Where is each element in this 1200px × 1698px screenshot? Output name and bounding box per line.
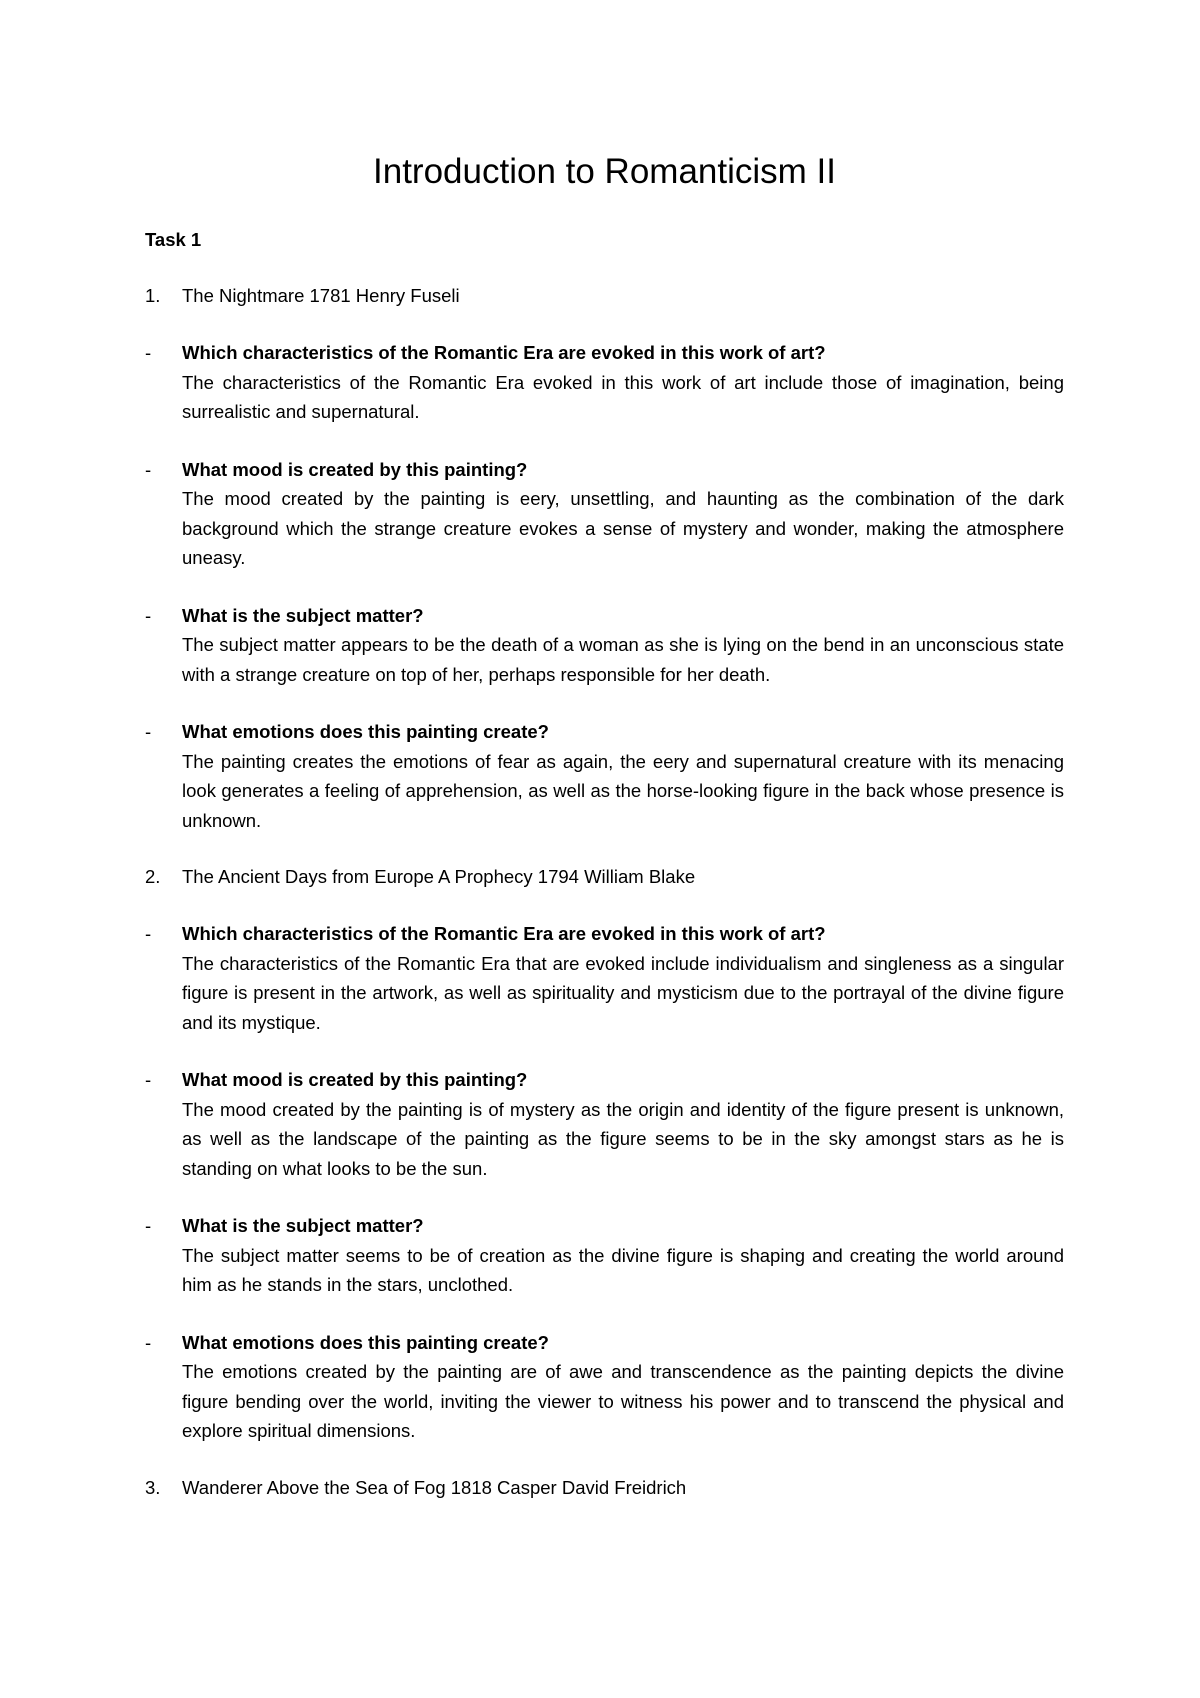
qa-item — [145, 1211, 1064, 1300]
answer-text: The characteristics of the Romantic Era that are evoked include individualism and singleness as a singular figure is present in the artwork, as well as spirituality and mysticism due to the portrayal of the divine figure and its mystique. — [182, 952, 1064, 1033]
answer-text: The subject matter seems to be of creation as the divine figure is shaping and creating the world around him as he stands in the stars, unclothed. — [182, 1244, 1064, 1295]
task-heading: Task 1 — [145, 229, 202, 250]
list-dash: - — [145, 458, 152, 480]
qa-item — [145, 1328, 1064, 1446]
list-dash: - — [145, 342, 152, 363]
question-text: What emotions does this painting create? — [182, 1331, 549, 1353]
question-text: Which characteristics of the Romantic Era are evoked in this work of art? — [182, 342, 826, 363]
qa-item — [145, 455, 1064, 573]
work-number: 2. — [145, 866, 161, 887]
question-text: What mood is created by this painting? — [182, 458, 528, 480]
list-dash: - — [145, 604, 152, 626]
qa-item — [145, 1065, 1064, 1183]
work-label: The Nightmare 1781 Henry Fuseli — [182, 285, 460, 306]
work-label: The Ancient Days from Europe A Prophecy 1794 William Blake — [182, 866, 696, 887]
qa-item — [145, 338, 1064, 427]
list-dash: - — [145, 721, 152, 742]
question-text: What is the subject matter? — [182, 1215, 424, 1236]
question-text: What emotions does this painting create? — [182, 721, 549, 742]
answer-text: The painting creates the emotions of fear as again, the eery and supernatural creature with its menacing look generates a feeling of apprehension, as well as the horse-looking figure in the back whose presence is unknown. — [182, 750, 1064, 831]
qa-item — [145, 919, 1064, 1037]
qa-item — [145, 601, 1064, 690]
answer-text: The mood created by the painting is of mystery as the origin and identity of the figure present is unknown, as well as the landscape of the painting as the figure seems to be in the sky amongst stars as he is standing on what looks to be the sun. — [182, 1098, 1064, 1179]
work-number: 3. — [145, 1476, 161, 1498]
work-label: Wanderer Above the Sea of Fog 1818 Casper David Freidrich — [182, 1476, 687, 1498]
question-text: Which characteristics of the Romantic Era are evoked in this work of art? — [182, 923, 826, 944]
work-item-2 — [145, 863, 1064, 891]
work-item-1 — [145, 282, 1064, 310]
list-dash: - — [145, 1331, 152, 1353]
list-dash: - — [145, 1069, 152, 1090]
page-title: Introduction to Romanticism II — [373, 152, 836, 191]
qa-item — [145, 717, 1064, 835]
work-item-3 — [145, 1474, 1064, 1502]
list-dash: - — [145, 1215, 152, 1236]
list-dash: - — [145, 923, 152, 944]
work-number: 1. — [145, 285, 161, 306]
question-text: What mood is created by this painting? — [182, 1069, 528, 1090]
question-text: What is the subject matter? — [182, 604, 424, 626]
answer-text: The characteristics of the Romantic Era evoked in this work of art include those of imagination, being surrealistic and supernatural. — [182, 371, 1064, 422]
answer-text: The emotions created by the painting are of awe and transcendence as the painting depicts the divine figure bending over the world, inviting the viewer to witness his power and to transcend the physical and explore spiritual dimensions. — [182, 1361, 1064, 1441]
answer-text: The subject matter appears to be the death of a woman as she is lying on the bend in an unconscious state with a strange creature on top of her, perhaps responsible for her death. — [182, 634, 1064, 685]
answer-text: The mood created by the painting is eery, unsettling, and haunting as the combination of the dark background which the strange creature evokes a sense of mystery and wonder, making the atmosphere uneasy. — [182, 488, 1064, 568]
